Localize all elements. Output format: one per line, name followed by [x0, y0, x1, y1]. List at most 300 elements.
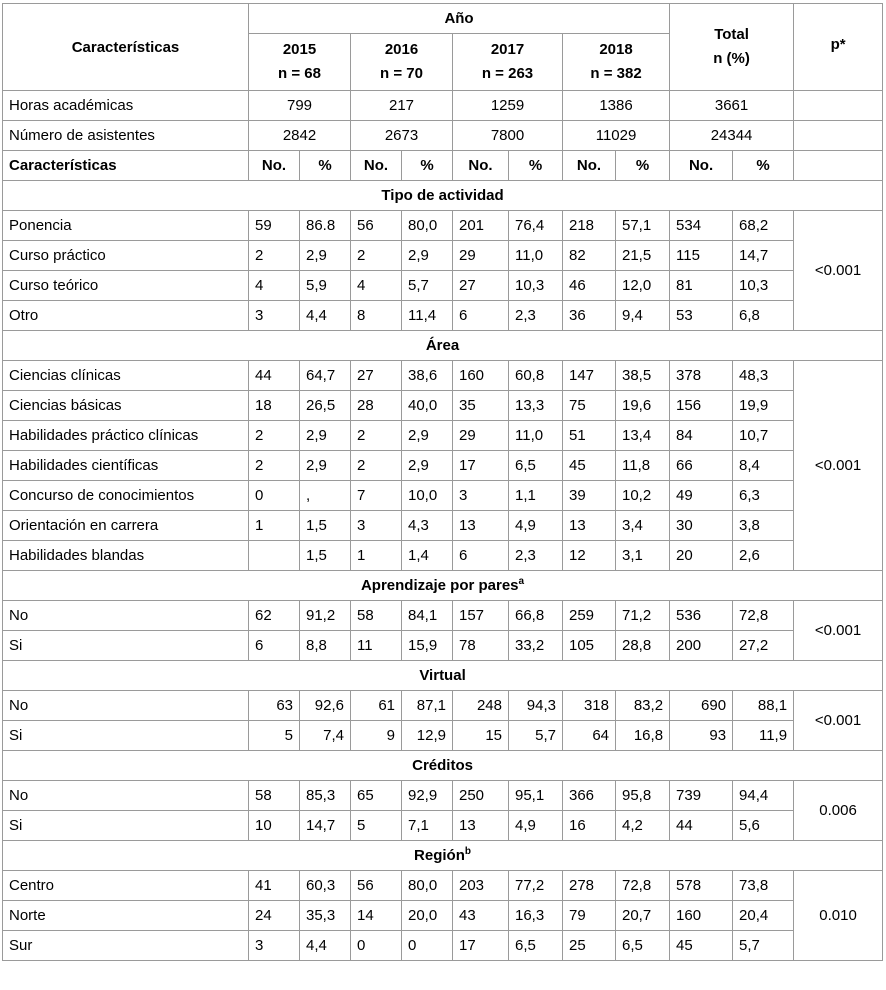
- characteristics-table: [2, 3, 883, 961]
- table-cell: 60,3: [300, 871, 351, 901]
- table-cell: 56: [351, 871, 402, 901]
- table-cell: 5: [351, 811, 402, 841]
- section-title-text: Área: [425, 337, 460, 354]
- row-label: Sur: [3, 931, 249, 961]
- table-cell: 13: [563, 511, 616, 541]
- table-cell: 14: [351, 901, 402, 931]
- table-cell: 6,3: [733, 481, 794, 511]
- table-cell: 4,4: [300, 931, 351, 961]
- table-cell: 160: [670, 901, 733, 931]
- table-cell: 10,3: [733, 271, 794, 301]
- table-cell: 35: [453, 391, 509, 421]
- section-title: [3, 661, 883, 691]
- table-cell: 3,4: [616, 511, 670, 541]
- table-cell: 48,3: [733, 361, 794, 391]
- table-cell: 45: [670, 931, 733, 961]
- section-header-region: [3, 841, 883, 871]
- table-cell: 200: [670, 631, 733, 661]
- table-row: [3, 421, 883, 451]
- table-cell: 20,4: [733, 901, 794, 931]
- header-year-2018: [563, 34, 670, 91]
- table-cell: 11: [351, 631, 402, 661]
- table-cell: 7,1: [402, 811, 453, 841]
- table-cell: 20,7: [616, 901, 670, 931]
- year-label: 2018: [599, 41, 633, 58]
- header-year-2016: [351, 34, 453, 91]
- table-cell: 5,7: [509, 721, 563, 751]
- table-cell: 28,8: [616, 631, 670, 661]
- table-cell: 3: [453, 481, 509, 511]
- table-cell: 27,2: [733, 631, 794, 661]
- p-value: 0.010: [794, 871, 883, 961]
- subheader-no: No.: [670, 151, 733, 181]
- table-cell: 2,6: [733, 541, 794, 571]
- table-cell: 82: [563, 241, 616, 271]
- table-cell: 36: [563, 301, 616, 331]
- table-cell: 29: [453, 241, 509, 271]
- table-cell: 53: [670, 301, 733, 331]
- table-cell: 534: [670, 211, 733, 241]
- table-cell: 88,1: [733, 691, 794, 721]
- year-label: 2016: [384, 41, 419, 58]
- row-label: Habilidades práctico clínicas: [3, 421, 249, 451]
- table-cell: 11,8: [616, 451, 670, 481]
- table-cell: 66,8: [509, 601, 563, 631]
- table-cell: 366: [563, 781, 616, 811]
- table-cell: 26,5: [300, 391, 351, 421]
- section-header-area: [3, 331, 883, 361]
- table-cell: 60,8: [509, 361, 563, 391]
- table-row: [3, 601, 883, 631]
- summary-cell: 217: [351, 91, 453, 121]
- table-cell: 218: [563, 211, 616, 241]
- table-cell: 1,5: [300, 541, 351, 571]
- row-label: Concurso de conocimientos: [3, 481, 249, 511]
- row-label: Ciencias básicas: [3, 391, 249, 421]
- table-cell: 1: [249, 511, 300, 541]
- section-header-virtual: [3, 661, 883, 691]
- table-row: [3, 391, 883, 421]
- table-cell: 14,7: [733, 241, 794, 271]
- table-cell: 11,9: [733, 721, 794, 751]
- table-cell: 20: [670, 541, 733, 571]
- table-cell: 4,4: [300, 301, 351, 331]
- row-label: No: [3, 601, 249, 631]
- table-cell: 16,3: [509, 901, 563, 931]
- table-cell: 59: [249, 211, 300, 241]
- table-cell: 21,5: [616, 241, 670, 271]
- table-cell: 27: [351, 361, 402, 391]
- table-row: [3, 541, 883, 571]
- table-body: [3, 4, 883, 961]
- table-cell: 259: [563, 601, 616, 631]
- subheader-p-empty: [794, 151, 883, 181]
- section-header-pares: [3, 571, 883, 601]
- table-cell: 739: [670, 781, 733, 811]
- subheader-pct: %: [509, 151, 563, 181]
- table-cell: 378: [670, 361, 733, 391]
- table-cell: 76,4: [509, 211, 563, 241]
- table-cell: 2: [351, 451, 402, 481]
- year-n: n = 263: [481, 65, 534, 82]
- table-row: [3, 691, 883, 721]
- table-cell: 12,9: [402, 721, 453, 751]
- table-cell: 2: [249, 451, 300, 481]
- table-cell: 8,8: [300, 631, 351, 661]
- table-row: [3, 631, 883, 661]
- table-cell: 56: [351, 211, 402, 241]
- subheader-row: [3, 151, 883, 181]
- table-cell: 6,5: [509, 451, 563, 481]
- table-cell: 2,9: [300, 451, 351, 481]
- header-year-2017: [453, 34, 563, 91]
- table-cell: 2,3: [509, 301, 563, 331]
- table-cell: 6: [249, 631, 300, 661]
- row-label: Orientación en carrera: [3, 511, 249, 541]
- table-cell: 72,8: [733, 601, 794, 631]
- p-value: <0.001: [794, 211, 883, 331]
- table-cell: 5: [249, 721, 300, 751]
- table-cell: 1,1: [509, 481, 563, 511]
- table-cell: 80,0: [402, 211, 453, 241]
- table-cell: 13: [453, 811, 509, 841]
- table-cell: 72,8: [616, 871, 670, 901]
- header-anio: Año: [249, 4, 670, 34]
- table-cell: 95,8: [616, 781, 670, 811]
- table-cell: 80,0: [402, 871, 453, 901]
- table-cell: 2,9: [402, 421, 453, 451]
- summary-label: Número de asistentes: [3, 121, 249, 151]
- table-cell: 85,3: [300, 781, 351, 811]
- subheader-pct: %: [402, 151, 453, 181]
- table-cell: 13,4: [616, 421, 670, 451]
- table-cell: 71,2: [616, 601, 670, 631]
- table-cell: 318: [563, 691, 616, 721]
- table-cell: 64: [563, 721, 616, 751]
- table-cell: 46: [563, 271, 616, 301]
- table-cell: 3: [249, 301, 300, 331]
- table-cell: 5,9: [300, 271, 351, 301]
- table-cell: 578: [670, 871, 733, 901]
- table-row: [3, 721, 883, 751]
- table-cell: 39: [563, 481, 616, 511]
- row-label: Ponencia: [3, 211, 249, 241]
- table-cell: 6,8: [733, 301, 794, 331]
- table-cell: 248: [453, 691, 509, 721]
- row-label: Si: [3, 811, 249, 841]
- table-cell: 0: [402, 931, 453, 961]
- table-cell: 43: [453, 901, 509, 931]
- table-cell: 16: [563, 811, 616, 841]
- table-cell: 84,1: [402, 601, 453, 631]
- table-cell: 2,9: [300, 241, 351, 271]
- summary-cell: 3661: [670, 91, 794, 121]
- table-cell: 12: [563, 541, 616, 571]
- table-cell: 4,2: [616, 811, 670, 841]
- table-cell: 4: [351, 271, 402, 301]
- year-label: 2017: [490, 41, 525, 58]
- table-cell: 58: [351, 601, 402, 631]
- table-cell: 83,2: [616, 691, 670, 721]
- section-header-tipo: [3, 181, 883, 211]
- table-cell: 4,9: [509, 511, 563, 541]
- table-cell: 13,3: [509, 391, 563, 421]
- table-cell: 10,2: [616, 481, 670, 511]
- year-n: n = 70: [380, 65, 423, 82]
- section-title: [3, 751, 883, 781]
- footnote-marker: a: [518, 576, 525, 587]
- section-title-text: Tipo de actividad: [381, 187, 504, 204]
- summary-p-empty: [794, 91, 883, 121]
- table-cell: 95,1: [509, 781, 563, 811]
- table-cell: 8: [351, 301, 402, 331]
- summary-cell: 1259: [453, 91, 563, 121]
- table-cell: 3,8: [733, 511, 794, 541]
- table-cell: [249, 541, 300, 571]
- table-cell: 41: [249, 871, 300, 901]
- row-label: Curso teórico: [3, 271, 249, 301]
- table-cell: 24: [249, 901, 300, 931]
- table-cell: 44: [670, 811, 733, 841]
- p-value: <0.001: [794, 691, 883, 751]
- table-row: [3, 301, 883, 331]
- table-cell: 78: [453, 631, 509, 661]
- table-cell: 33,2: [509, 631, 563, 661]
- table-cell: 64,7: [300, 361, 351, 391]
- subheader-pct: %: [300, 151, 351, 181]
- row-label: Si: [3, 631, 249, 661]
- table-cell: 5,6: [733, 811, 794, 841]
- table-cell: 19,6: [616, 391, 670, 421]
- table-cell: 93: [670, 721, 733, 751]
- table-cell: 17: [453, 451, 509, 481]
- table-cell: 2: [249, 421, 300, 451]
- row-label: Habilidades blandas: [3, 541, 249, 571]
- table-cell: 160: [453, 361, 509, 391]
- table-cell: 11,4: [402, 301, 453, 331]
- summary-row-asistentes: [3, 121, 883, 151]
- table-cell: 3,1: [616, 541, 670, 571]
- table-cell: 20,0: [402, 901, 453, 931]
- table-cell: 5,7: [733, 931, 794, 961]
- table-cell: 15,9: [402, 631, 453, 661]
- table-cell: 86.8: [300, 211, 351, 241]
- table-cell: 12,0: [616, 271, 670, 301]
- table-cell: 19,9: [733, 391, 794, 421]
- table-cell: 68,2: [733, 211, 794, 241]
- year-n: n = 68: [278, 65, 321, 82]
- summary-p-empty: [794, 121, 883, 151]
- table-cell: 65: [351, 781, 402, 811]
- row-label: No: [3, 691, 249, 721]
- table-cell: 10: [249, 811, 300, 841]
- summary-label: Horas académicas: [3, 91, 249, 121]
- year-label: 2015: [282, 41, 317, 58]
- table-cell: 17: [453, 931, 509, 961]
- table-cell: 5,7: [402, 271, 453, 301]
- p-value: <0.001: [794, 601, 883, 661]
- subheader-no: No.: [563, 151, 616, 181]
- table-row: [3, 481, 883, 511]
- table-cell: 2,9: [300, 421, 351, 451]
- subheader-no: No.: [351, 151, 402, 181]
- header-row-1: [3, 4, 883, 34]
- table-cell: 10,7: [733, 421, 794, 451]
- table-cell: 6: [453, 541, 509, 571]
- table-cell: 3: [351, 511, 402, 541]
- table-cell: 79: [563, 901, 616, 931]
- table-cell: ,: [300, 481, 351, 511]
- subheader-caracteristicas: Características: [3, 151, 249, 181]
- row-label: No: [3, 781, 249, 811]
- table-row: [3, 271, 883, 301]
- table-row: [3, 811, 883, 841]
- table-cell: 91,2: [300, 601, 351, 631]
- table-cell: 84: [670, 421, 733, 451]
- section-title-text: Créditos: [412, 757, 473, 774]
- table-row: [3, 451, 883, 481]
- subheader-no: No.: [453, 151, 509, 181]
- header-total-line1: Total: [714, 26, 749, 43]
- table-cell: 1: [351, 541, 402, 571]
- summary-row-horas: [3, 91, 883, 121]
- table-row: [3, 931, 883, 961]
- table-cell: 30: [670, 511, 733, 541]
- row-label: Ciencias clínicas: [3, 361, 249, 391]
- table-row: [3, 511, 883, 541]
- summary-cell: 24344: [670, 121, 794, 151]
- header-caracteristicas: Características: [3, 4, 249, 91]
- section-title-text: Región: [414, 847, 465, 864]
- table-cell: 75: [563, 391, 616, 421]
- table-cell: 1,5: [300, 511, 351, 541]
- table-cell: 105: [563, 631, 616, 661]
- table-cell: 536: [670, 601, 733, 631]
- table-cell: 61: [351, 691, 402, 721]
- subheader-pct: %: [733, 151, 794, 181]
- table-cell: 2,9: [402, 241, 453, 271]
- table-row: [3, 361, 883, 391]
- subheader-pct: %: [616, 151, 670, 181]
- table-cell: 6,5: [616, 931, 670, 961]
- table-cell: 10,3: [509, 271, 563, 301]
- table-cell: 4: [249, 271, 300, 301]
- header-year-2015: [249, 34, 351, 91]
- table-cell: 6,5: [509, 931, 563, 961]
- table-cell: 0: [249, 481, 300, 511]
- table-cell: 9: [351, 721, 402, 751]
- subheader-no: No.: [249, 151, 300, 181]
- table-cell: 77,2: [509, 871, 563, 901]
- table-cell: 38,5: [616, 361, 670, 391]
- summary-cell: 11029: [563, 121, 670, 151]
- table-cell: 40,0: [402, 391, 453, 421]
- table-cell: 35,3: [300, 901, 351, 931]
- table-cell: 29: [453, 421, 509, 451]
- section-title: [3, 331, 883, 361]
- table-cell: 7: [351, 481, 402, 511]
- table-cell: 250: [453, 781, 509, 811]
- year-n: n = 382: [590, 65, 642, 82]
- summary-cell: 2842: [249, 121, 351, 151]
- table-cell: 51: [563, 421, 616, 451]
- row-label: Si: [3, 721, 249, 751]
- header-total-line2: n (%): [713, 50, 750, 67]
- row-label: Otro: [3, 301, 249, 331]
- table-cell: 62: [249, 601, 300, 631]
- table-cell: 81: [670, 271, 733, 301]
- row-label: Habilidades científicas: [3, 451, 249, 481]
- table-row: [3, 241, 883, 271]
- table-cell: 44: [249, 361, 300, 391]
- table-cell: 8,4: [733, 451, 794, 481]
- table-cell: 201: [453, 211, 509, 241]
- table-cell: 87,1: [402, 691, 453, 721]
- row-label: Curso práctico: [3, 241, 249, 271]
- table-cell: 4,9: [509, 811, 563, 841]
- section-title-text: Aprendizaje por pares: [360, 577, 519, 594]
- summary-cell: 1386: [563, 91, 670, 121]
- table-cell: 66: [670, 451, 733, 481]
- table-cell: 115: [670, 241, 733, 271]
- table-cell: 15: [453, 721, 509, 751]
- table-cell: 58: [249, 781, 300, 811]
- table-cell: 147: [563, 361, 616, 391]
- table-cell: 11,0: [509, 241, 563, 271]
- row-label: Centro: [3, 871, 249, 901]
- row-label: Norte: [3, 901, 249, 931]
- table-cell: 278: [563, 871, 616, 901]
- table-cell: 2: [351, 421, 402, 451]
- table-cell: 1,4: [402, 541, 453, 571]
- table-cell: 10,0: [402, 481, 453, 511]
- summary-cell: 2673: [351, 121, 453, 151]
- table-cell: 94,4: [733, 781, 794, 811]
- table-cell: 2,3: [509, 541, 563, 571]
- header-p: p*: [794, 4, 883, 91]
- section-title-text: Virtual: [419, 667, 466, 684]
- table-cell: 2: [351, 241, 402, 271]
- table-cell: 0: [351, 931, 402, 961]
- table-cell: 13: [453, 511, 509, 541]
- table-cell: 92,9: [402, 781, 453, 811]
- table-cell: 28: [351, 391, 402, 421]
- table-cell: 6: [453, 301, 509, 331]
- p-value: 0.006: [794, 781, 883, 841]
- table-cell: 63: [249, 691, 300, 721]
- section-title: [3, 841, 883, 871]
- table-cell: 49: [670, 481, 733, 511]
- table-row: [3, 781, 883, 811]
- table-cell: 9,4: [616, 301, 670, 331]
- table-cell: 38,6: [402, 361, 453, 391]
- table-cell: 27: [453, 271, 509, 301]
- table-cell: 4,3: [402, 511, 453, 541]
- table-cell: 690: [670, 691, 733, 721]
- table-row: [3, 871, 883, 901]
- table-cell: 2,9: [402, 451, 453, 481]
- header-total: [670, 4, 794, 91]
- table-cell: 25: [563, 931, 616, 961]
- table-cell: 2: [249, 241, 300, 271]
- table-row: [3, 901, 883, 931]
- table-cell: 11,0: [509, 421, 563, 451]
- table-cell: 156: [670, 391, 733, 421]
- footnote-marker: b: [464, 846, 471, 857]
- table-cell: 18: [249, 391, 300, 421]
- table-cell: 92,6: [300, 691, 351, 721]
- table-cell: 3: [249, 931, 300, 961]
